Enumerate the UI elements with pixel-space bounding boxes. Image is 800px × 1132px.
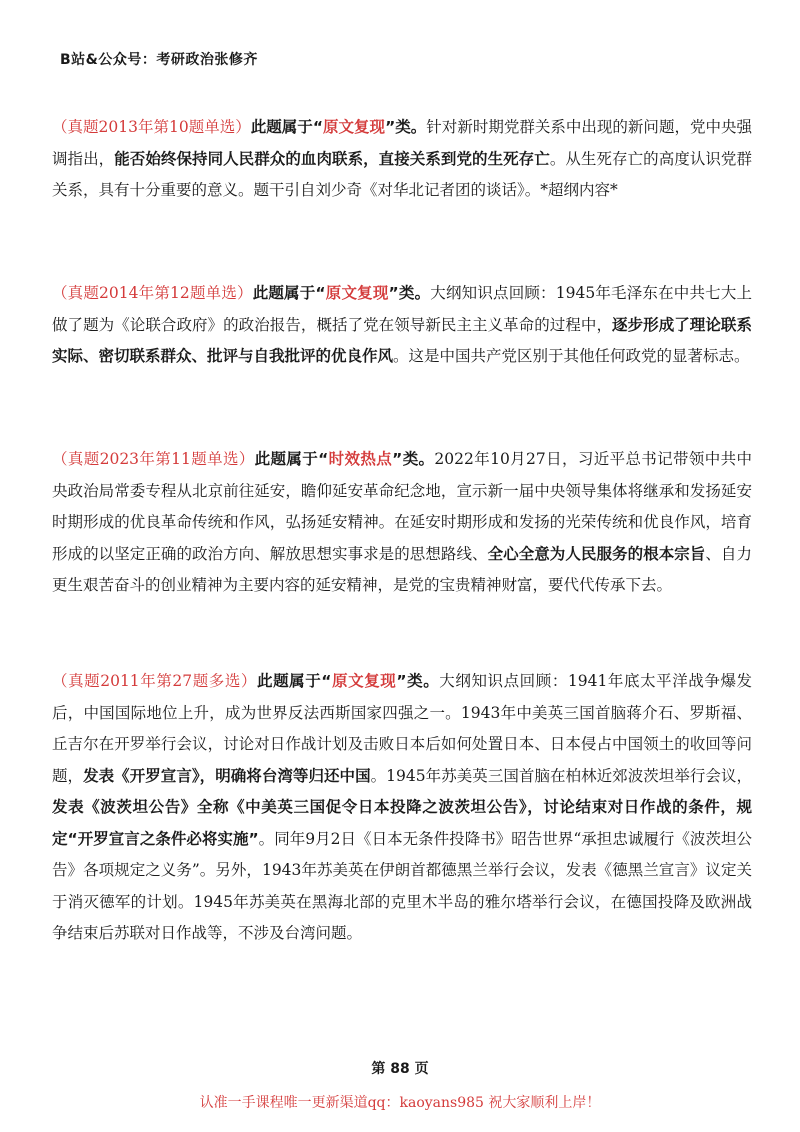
- category-lead-end: ”类。: [396, 672, 440, 690]
- paragraph-q2013-10: [52, 112, 752, 207]
- paragraph-q2011-27: [52, 666, 752, 950]
- paragraph-q2014-12: [52, 278, 752, 373]
- page-number: 第 88 页: [371, 1061, 429, 1077]
- category-lead: 此题属于“: [257, 672, 332, 690]
- body-text: 。从生死存亡的高度认识党群关系，具有十分重要的意义。题干引自刘少奇《对华北记者团的谈话》。*超纲内容*: [52, 149, 752, 199]
- bold-text: 发表《波茨坦公告》全称《中美英三国促令日本投降之波茨坦公告》，讨论结束对日作战的条件，规定“开罗宣言之条件必将实施”: [52, 798, 752, 848]
- category-lead-end: ”类。: [388, 284, 431, 302]
- category-label: 时效热点: [328, 450, 393, 468]
- body-text: 大纲知识点回顾：1941年底太平洋战争爆发后，中国国际地位上升，成为世界反法西斯国家四强之一。1943年中美英三国首脑蒋介石、罗斯福、丘吉尔在开罗举行会议，讨论对日作战计划及击败日本后如何处置日本、日本侵占中国领土的收回等问题，: [52, 672, 753, 785]
- page-footer: 认准一手课程唯一更新渠道qq：kaoyans985 祝大家顺利上岸！: [199, 1095, 601, 1111]
- category-label: 原文复现: [323, 118, 386, 136]
- category-lead: 此题属于“: [250, 118, 324, 136]
- body-text: 大纲知识点回顾：1945年毛泽东在中共七大上做了题为《论联合政府》的政治报告，概括了党在领导新民主主义革命的过程中，: [52, 284, 753, 334]
- question-tag: （真题2013年第10题单选）: [52, 118, 251, 136]
- category-label: 原文复现: [331, 672, 397, 690]
- question-tag: （真题2011年第27题多选）: [52, 672, 257, 690]
- page-header: B站&公众号：考研政治张修齐: [60, 52, 258, 68]
- paragraph-q2023-11: [52, 444, 752, 602]
- body-text: 。同年9月2日《日本无条件投降书》昭告世界“承担忠诚履行《波茨坦公告》各项规定之义务”。另外，1943年苏美英在伊朗首都德黑兰举行会议，发表《德黑兰宣言》议定关于消灭德军的计划。1945年苏美英在黑海北部的克里木半岛的雅尔塔举行会议，在德国投降及欧洲战争结束后苏联对日作战等，不涉及台湾问题。: [52, 829, 753, 942]
- body-text: 针对新时期党群关系中出现的新问题，党中央强调指出，: [52, 118, 752, 168]
- body-text: 。这是中国共产党区别于其他任何政党的显著标志。: [393, 347, 750, 365]
- category-lead: 此题属于“: [254, 450, 329, 468]
- category-lead-end: ”类。: [392, 450, 435, 468]
- bold-text: 全心全意为人民服务的根本宗旨: [487, 544, 706, 563]
- category-label: 原文复现: [325, 284, 389, 302]
- category-lead: 此题属于“: [252, 284, 326, 302]
- category-lead-end: ”类。: [385, 118, 427, 136]
- bold-text: 能否始终保持同人民群众的血肉联系，直接关系到党的生死存亡: [114, 149, 550, 168]
- question-tag: （真题2014年第12题单选）: [52, 284, 253, 302]
- body-text: 、自力更生艰苦奋斗的创业精神为主要内容的延安精神，是党的宝贵精神财富，要代代传承下去。: [52, 544, 752, 594]
- question-tag: （真题2023年第11题单选）: [52, 450, 255, 468]
- body-text: 。1945年苏美英三国首脑在柏林近郊波茨坦举行会议，: [370, 766, 752, 785]
- body-text: 2022年10月27日，习近平总书记带领中共中央政治局常委专程从北京前往延安，瞻仰延安革命纪念地，宣示新一届中央领导集体将继承和发扬延安时期形成的优良革命传统和作风，弘扬延安精神。在延安时期形成和发扬的光荣传统和优良作风，培育形成的以坚定正确的政治方向、解放思想实事求是的思想路线、: [52, 450, 752, 563]
- bold-text: 发表《开罗宣言》，明确将台湾等归还中国: [83, 766, 371, 785]
- bold-text: 逐步形成了理论联系实际、密切联系群众、批评与自我批评的优良作风: [52, 315, 752, 365]
